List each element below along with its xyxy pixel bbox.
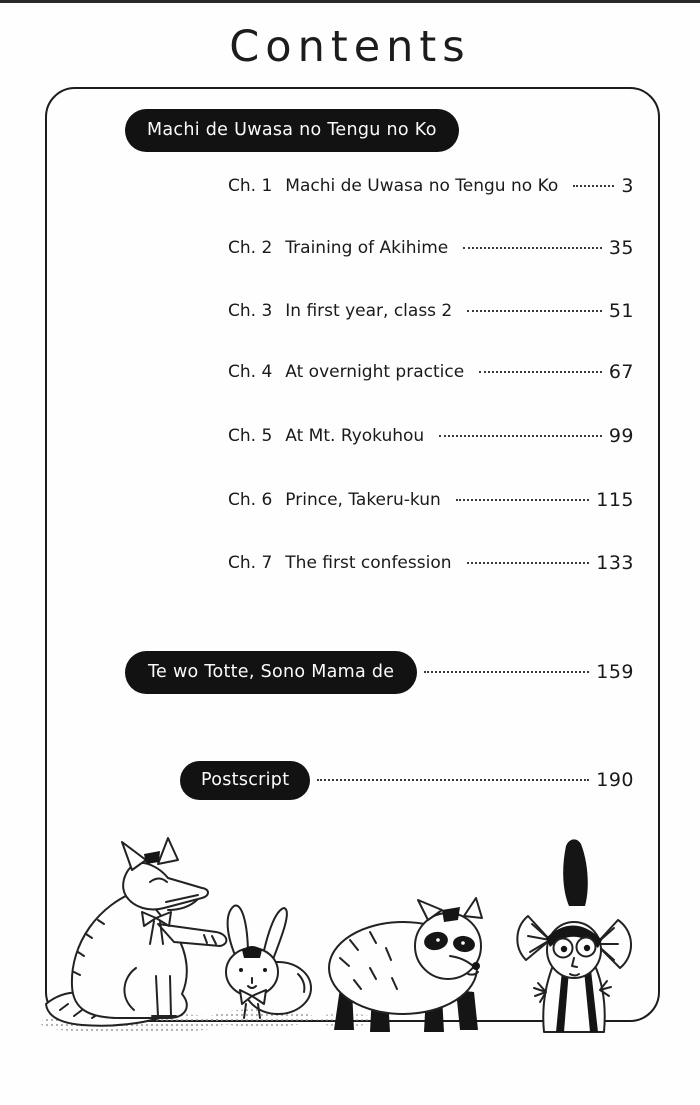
tengu-illustration <box>517 839 631 1032</box>
chapter-number: Ch. 5 <box>228 426 273 446</box>
page-number: 35 <box>608 237 634 259</box>
chapter-title: At overnight practice <box>285 362 465 382</box>
dotted-leader <box>467 310 602 312</box>
chapter-title: Training of Akihime <box>285 238 449 258</box>
chapter-title: In first year, class 2 <box>285 301 453 321</box>
chapter-title: Prince, Takeru-kun <box>285 490 441 510</box>
page-number: 190 <box>596 769 634 791</box>
page-number: 133 <box>596 552 634 574</box>
dotted-leader <box>317 779 589 781</box>
toc-row <box>228 297 634 325</box>
toc-row <box>125 650 634 694</box>
tanuki-illustration <box>329 898 482 1032</box>
page-top-edge-line <box>0 0 700 3</box>
dotted-leader <box>456 499 589 501</box>
page-number: 3 <box>621 175 634 197</box>
dotted-leader <box>463 247 602 249</box>
page-number: 51 <box>608 300 634 322</box>
chapter-title: The first confession <box>285 553 452 573</box>
dotted-leader <box>439 435 602 437</box>
page-number: 115 <box>596 489 634 511</box>
toc-row <box>228 486 634 514</box>
toc-row <box>228 358 634 386</box>
dotted-leader <box>479 371 602 373</box>
fox-illustration <box>46 838 226 1026</box>
dotted-leader <box>424 671 589 673</box>
toc-row <box>228 234 634 262</box>
bottom-illustrations <box>40 828 670 1040</box>
second-series-badge: Te wo Totte, Sono Mama de <box>125 651 417 694</box>
dotted-leader <box>467 562 590 564</box>
chapter-number: Ch. 6 <box>228 490 273 510</box>
toc-row <box>228 549 634 577</box>
rabbit-illustration <box>226 906 311 1018</box>
postscript-badge: Postscript <box>180 761 310 800</box>
page-number: 67 <box>608 361 634 383</box>
chapter-number: Ch. 7 <box>228 553 273 573</box>
page-title: Contents <box>229 22 471 72</box>
series-title-badge: Machi de Uwasa no Tengu no Ko <box>125 109 459 152</box>
page-number: 159 <box>596 661 634 683</box>
dotted-leader <box>573 185 614 187</box>
chapter-number: Ch. 2 <box>228 238 273 258</box>
page-number: 99 <box>608 425 634 447</box>
chapter-number: Ch. 3 <box>228 301 273 321</box>
chapter-title: At Mt. Ryokuhou <box>285 426 425 446</box>
toc-row <box>228 172 634 200</box>
toc-row <box>228 422 634 450</box>
toc-row <box>180 759 634 801</box>
chapter-number: Ch. 4 <box>228 362 273 382</box>
chapter-number: Ch. 1 <box>228 176 273 196</box>
chapter-title: Machi de Uwasa no Tengu no Ko <box>285 176 559 196</box>
